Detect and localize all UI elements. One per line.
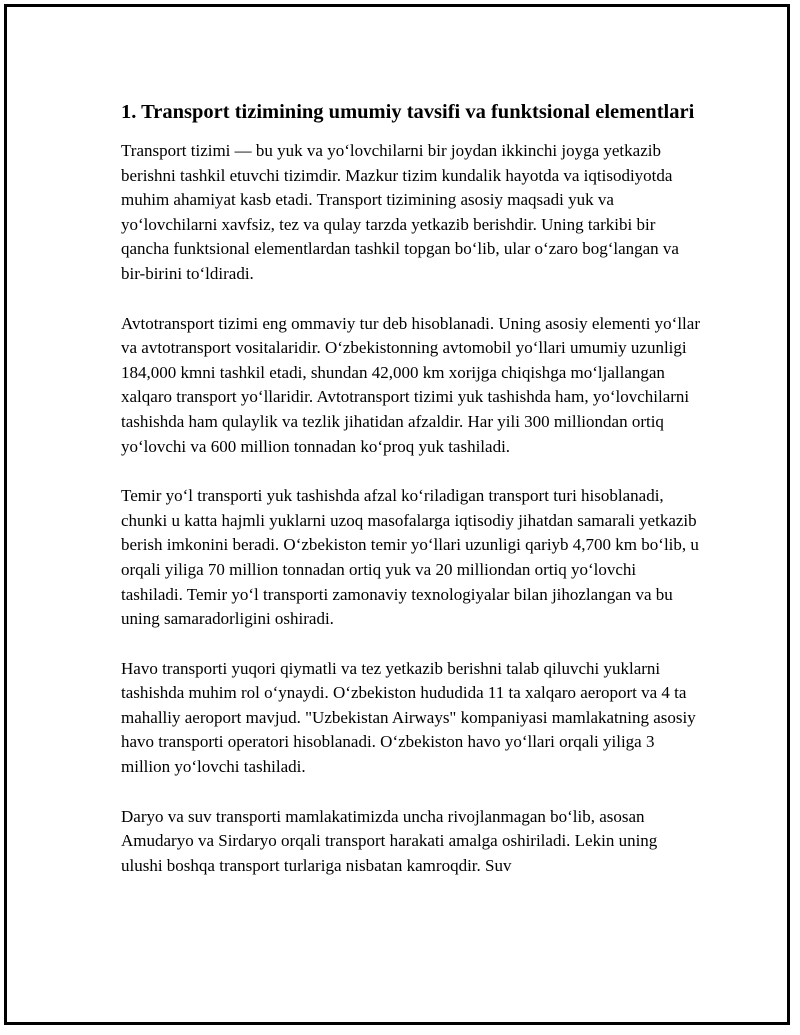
paragraph-road-transport: Avtotransport tizimi eng ommaviy tur deb hisoblanadi. Uning asosiy elementi yo‘llar va avtotransport vositalaridir. O‘zbekistonning avtomobil yo‘llari umumiy uzunligi 184,000 kmni tashkil etadi, shundan 42,000 km xorijga chiqishga mo‘ljallangan xalqaro transport yo‘llaridir. Avtotransport tizimi yuk tashishda ham, yo‘lovchilarni tashishda ham qulaylik va tezlik jihatidan afzaldir. Har yili 300 milliondan ortiq yo‘lovchi va 600 million tonnadan ko‘proq yuk tashiladi.: [121, 313, 700, 456]
paragraph-water-transport: Daryo va suv transporti mamlakatimizda uncha rivojlanmagan bo‘lib, asosan Amudaryo va Sirdaryo orqali transport harakati amalga oshiriladi. Lekin uning ulushi boshqa transport turlariga nisbatan kamroqdir. Suv: [121, 806, 658, 875]
paragraph-intro: Transport tizimi — bu yuk va yo‘lovchilarni bir joydan ikkinchi joyga yetkazib berishni tashkil etuvchi tizimdir. Mazkur tizim kundalik hayotda va iqtisodiyotda muhim ahamiyat kasb etadi. Transport tizimining asosiy maqsadi yuk va yo‘lovchilarni xavfsiz, tez va qulay tarzda yetkazib berishdir. Uning tarkibi bir qancha funktsional elementlardan tashkil topgan bo‘lib, ular o‘zaro bog‘langan va bir-birini to‘ldiradi.: [121, 141, 679, 283]
section-title: 1. Transport tizimining umumiy tavsifi va funktsional elementlari: [121, 101, 695, 123]
document-page: [4, 4, 790, 1025]
document-body: [121, 99, 701, 903]
paragraph-air-transport: Havo transporti yuqori qiymatli va tez yetkazib berishni talab qiluvchi yuklarni tashishda muhim rol o‘ynaydi. O‘zbekiston hududida 11 ta xalqaro aeroport va 4 ta mahalliy aeroport mavjud. "Uzbekistan Airways" kompaniyasi mamlakatning asosiy havo transporti operatori hisoblanadi. O‘zbekiston havo yo‘llari orqali yiliga 3 million yo‘lovchi tashiladi.: [121, 658, 696, 777]
paragraph-rail-transport: Temir yo‘l transporti yuk tashishda afzal ko‘riladigan transport turi hisoblanadi, chunki u katta hajmli yuklarni uzoq masofalarga iqtisodiy jihatdan samarali yetkazib berish imkonini beradi. O‘zbekiston temir yo‘llari uzunligi qariyb 4,700 km bo‘lib, u orqali yiliga 70 million tonnadan ortiq yuk va 20 milliondan ortiq yo‘lovchi tashiladi. Temir yo‘l transporti zamonaviy texnologiyalar bilan jihozlangan va bu uning samaradorligini oshiradi.: [121, 486, 699, 629]
